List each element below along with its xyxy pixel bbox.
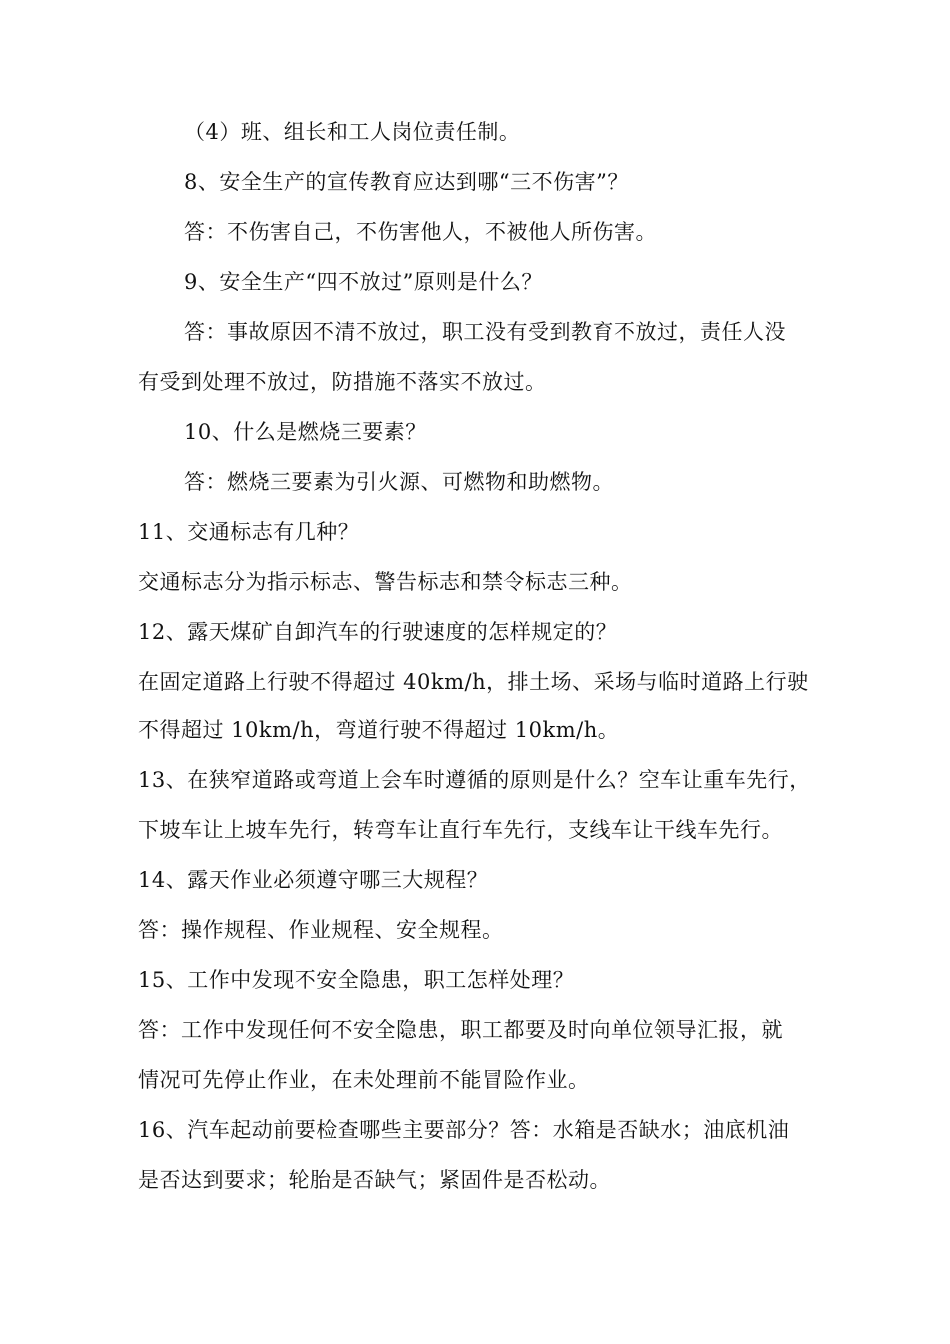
question-line: 16、汽车起动前要检查哪些主要部分？答：水箱是否缺水；油底机油 <box>138 1118 790 1142</box>
answer-line: 答：不伤害自己，不伤害他人，不被他人所伤害。 <box>184 220 657 244</box>
answer-line: 下坡车让上坡车先行，转弯车让直行车先行，支线车让干线车先行。 <box>138 818 783 842</box>
question-line: 10、什么是燃烧三要素？ <box>184 420 427 444</box>
question-line: 15、工作中发现不安全隐患，职工怎样处理？ <box>138 968 575 992</box>
text-line: （4）班、组长和工人岗位责任制。 <box>184 120 521 144</box>
question-line: 11、交通标志有几种？ <box>138 520 360 544</box>
question-line: 9、安全生产“四不放过”原则是什么？ <box>184 270 543 294</box>
answer-line: 答：操作规程、作业规程、安全规程。 <box>138 918 504 942</box>
answer-line: 情况可先停止作业，在未处理前不能冒险作业。 <box>138 1068 590 1092</box>
answer-line: 有受到处理不放过，防措施不落实不放过。 <box>138 370 547 394</box>
answer-line: 交通标志分为指示标志、警告标志和禁令标志三种。 <box>138 570 633 594</box>
answer-line: 不得超过 10km/h，弯道行驶不得超过 10km/h。 <box>138 718 620 742</box>
question-line: 12、露天煤矿自卸汽车的行驶速度的怎样规定的？ <box>138 620 618 644</box>
question-line: 14、露天作业必须遵守哪三大规程？ <box>138 868 489 892</box>
answer-line: 答：事故原因不清不放过，职工没有受到教育不放过，责任人没 <box>184 320 786 344</box>
answer-line: 答：燃烧三要素为引火源、可燃物和助燃物。 <box>184 470 614 494</box>
question-line: 8、安全生产的宣传教育应达到哪“三不伤害”？ <box>184 170 629 194</box>
answer-line: 在固定道路上行驶不得超过 40km/h，排土场、采场与临时道路上行驶 <box>138 670 809 694</box>
question-line: 13、在狭窄道路或弯道上会车时遵循的原则是什么？空车让重车先行， <box>138 768 811 792</box>
answer-line: 是否达到要求；轮胎是否缺气；紧固件是否松动。 <box>138 1168 611 1192</box>
answer-line: 答：工作中发现任何不安全隐患，职工都要及时向单位领导汇报，就 <box>138 1018 783 1042</box>
